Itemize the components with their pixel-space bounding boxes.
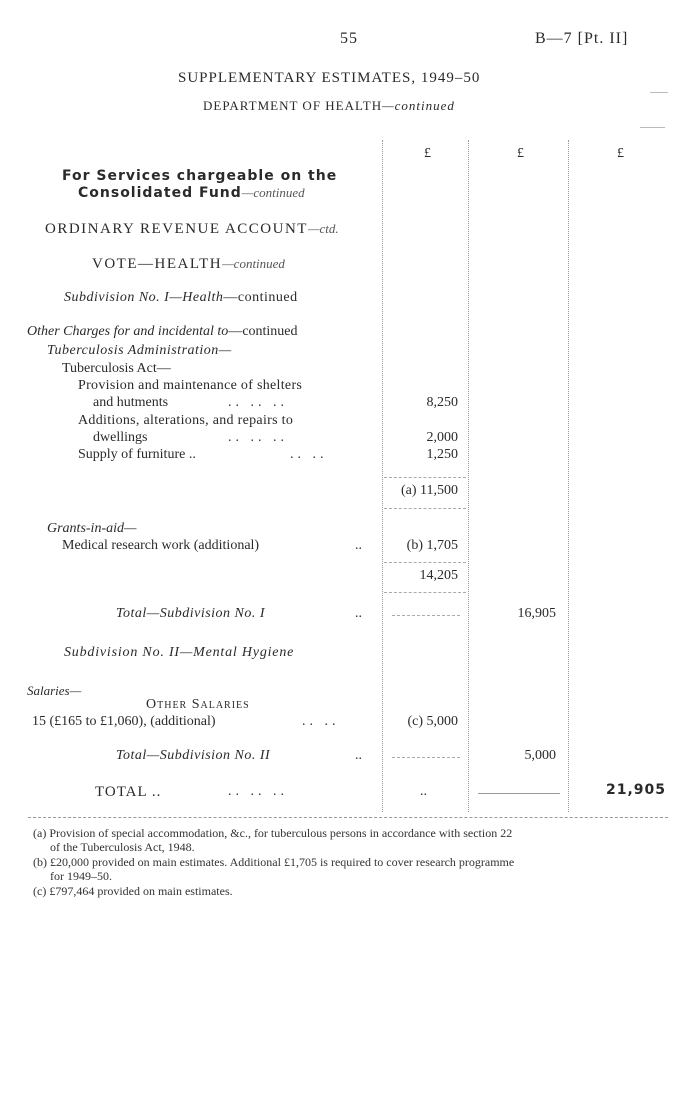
total-subdivision1-value: 16,905 — [517, 606, 556, 621]
vote-name: VOTE—HEALTH — [92, 256, 223, 272]
subtotal-tb: (a) 11,500 — [400, 483, 458, 498]
total-subdivision2-label: Total—Subdivision No. II — [116, 748, 271, 763]
services-heading-line2 — [78, 184, 305, 202]
department-name: DEPARTMENT OF HEALTH — [203, 98, 383, 113]
footnote-b-line1: (b) £20,000 provided on main estimates. Additional £1,705 is required to cover research programme — [33, 855, 515, 869]
vote-suffix: —continued — [222, 256, 285, 271]
shelters-line2: and hutments — [93, 395, 169, 410]
additions-leaders: .. .. .. — [228, 430, 288, 445]
account-heading — [45, 221, 339, 238]
additions-value: 2,000 — [426, 430, 458, 445]
furniture-value: 1,250 — [426, 447, 458, 462]
other-charges-suffix: —continued — [228, 324, 298, 339]
page-title: SUPPLEMENTARY ESTIMATES, 1949–50 — [178, 70, 481, 86]
shelters-line1: Provision and maintenance of shelters — [78, 378, 303, 393]
total-sub1-leaders: .. — [355, 606, 362, 621]
column-header-2: £ — [517, 146, 524, 161]
additions-line2: dwellings — [93, 430, 148, 445]
footnote-c: (c) £797,464 provided on main estimates. — [33, 884, 233, 898]
column-header-3: £ — [617, 146, 624, 161]
shelters-value: 8,250 — [426, 395, 458, 410]
department-heading — [203, 98, 455, 114]
footnote-a-line2: of the Tuberculosis Act, 1948. — [50, 840, 195, 854]
medical-leaders: .. — [355, 538, 362, 553]
other-charges-label: Other Charges for and incidental to — [27, 324, 229, 339]
salaries-heading: Salaries— — [27, 683, 82, 698]
salaries-value: (c) 5,000 — [407, 714, 458, 729]
tb-administration: Tuberculosis Administration— — [47, 343, 232, 358]
page-number: 55 — [340, 30, 358, 47]
grand-total-col1-leaders: .. — [420, 784, 427, 799]
account-name: ORDINARY REVENUE ACCOUNT — [45, 221, 308, 237]
subdivision1-suffix: —continued — [223, 290, 298, 305]
salaries-line: 15 (£165 to £1,060), (additional) — [32, 714, 216, 729]
subdivision2-heading: Subdivision No. II—Mental Hygiene — [64, 645, 295, 660]
medical-research-label: Medical research work (additional) — [62, 538, 260, 553]
footnote-b-line2: for 1949–50. — [50, 869, 112, 883]
furniture-leaders: .. .. — [290, 447, 328, 462]
column-rule-2 — [468, 140, 469, 812]
total-sub2-leaders: .. — [355, 748, 362, 763]
total-subdivision1-label: Total—Subdivision No. I — [116, 606, 266, 621]
furniture-label: Supply of furniture .. — [78, 447, 196, 462]
services-heading-suffix: —continued — [241, 185, 305, 200]
account-suffix: —ctd. — [307, 221, 339, 236]
column-header-1: £ — [424, 146, 431, 161]
column-rule-1 — [382, 140, 383, 812]
salaries-leaders: .. .. — [302, 714, 340, 729]
services-heading-line1: For Services chargeable on the — [62, 168, 338, 184]
other-charges-heading — [27, 324, 298, 340]
subtotal-grants: 14,205 — [419, 568, 458, 583]
document-reference: B—7 [Pt. II] — [535, 30, 629, 47]
other-salaries-heading: Other Salaries — [146, 697, 250, 712]
subdivision1-heading — [64, 290, 298, 306]
grand-total-leaders: .. .. .. — [228, 784, 288, 799]
shelters-leaders: .. .. .. — [228, 395, 288, 410]
services-heading-fund: Consolidated Fund — [78, 185, 242, 201]
tb-act: Tuberculosis Act— — [62, 361, 171, 376]
footnote-a-line1: (a) Provision of special accommodation, &c., for tuberculous persons in accordance with section 22 — [33, 826, 513, 840]
grand-total-value: 21,905 — [605, 782, 666, 798]
grants-heading: Grants-in-aid— — [47, 521, 137, 536]
column-rule-3 — [568, 140, 569, 812]
department-suffix: —continued — [382, 98, 455, 113]
medical-research-value: (b) 1,705 — [406, 538, 458, 553]
total-subdivision2-value: 5,000 — [524, 748, 556, 763]
footnote-rule — [28, 817, 668, 818]
vote-heading — [92, 256, 285, 273]
subdivision1-name: Subdivision No. I—Health — [64, 290, 224, 305]
grand-total-label: TOTAL .. — [95, 784, 162, 800]
additions-line1: Additions, alterations, and repairs to — [78, 413, 294, 428]
